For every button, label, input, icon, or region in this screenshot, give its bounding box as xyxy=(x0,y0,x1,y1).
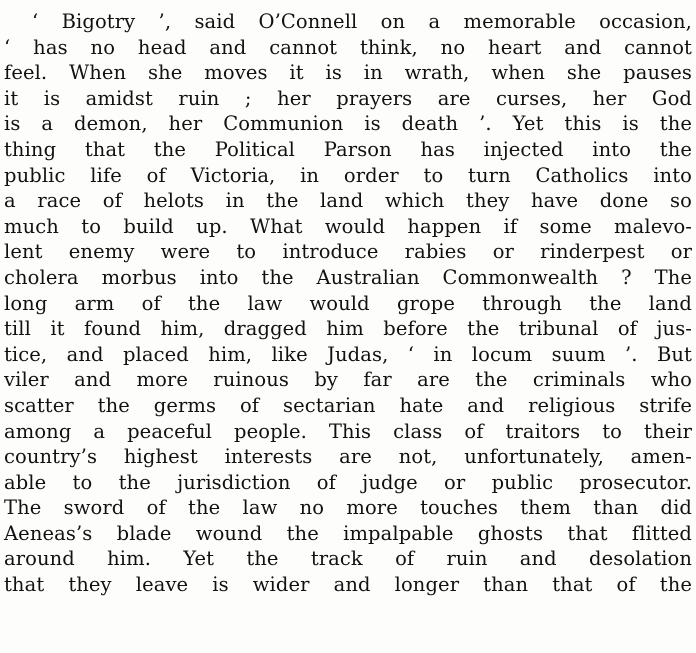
text-line: public life of Victoria, in order to turn Catholics into xyxy=(4,163,692,187)
text-line: country’s highest interests are not, unfortunately, amen- xyxy=(4,445,692,469)
text-line: thing that the Political Parson has injected into the xyxy=(4,137,692,161)
text-line: cholera morbus into the Australian Commonwealth ? The xyxy=(4,265,692,289)
text-line: ‘ Bigotry ’, said O’Connell on a memorable occasion, xyxy=(32,10,692,33)
text-line: tice, and placed him, like Judas, ‘ in locum suum ’. But xyxy=(4,342,692,366)
text-line: The sword of the law no more touches them than did xyxy=(4,496,692,520)
article-paragraph xyxy=(4,9,692,598)
text-line: able to the jurisdiction of judge or public prosecutor. xyxy=(4,470,692,494)
text-line: it is amidst ruin ; her prayers are curses, her God xyxy=(4,86,692,110)
text-line: viler and more ruinous by far are the criminals who xyxy=(4,368,692,392)
text-line: Aeneas’s blade wound the impalpable ghosts that flitted xyxy=(4,521,692,545)
text-line: feel. When she moves it is in wrath, when she pauses xyxy=(4,61,692,85)
text-line: long arm of the law would grope through the land xyxy=(4,291,692,315)
text-line: ‘ has no head and cannot think, no heart and cannot xyxy=(4,35,692,59)
text-line: a race of helots in the land which they have done so xyxy=(4,189,692,213)
text-line: till it found him, dragged him before the tribunal of jus- xyxy=(4,317,692,341)
text-line: lent enemy were to introduce rabies or rinderpest or xyxy=(4,240,692,264)
text-line: much to build up. What would happen if some malevo- xyxy=(4,214,692,238)
text-line: among a peaceful people. This class of traitors to their xyxy=(4,419,692,443)
text-line: that they leave is wider and longer than that of the xyxy=(4,573,692,597)
text-line: scatter the germs of sectarian hate and religious strife xyxy=(4,393,692,417)
text-line: is a demon, her Communion is death ’. Yet this is the xyxy=(4,112,692,136)
text-line: around him. Yet the track of ruin and desolation xyxy=(4,547,692,571)
